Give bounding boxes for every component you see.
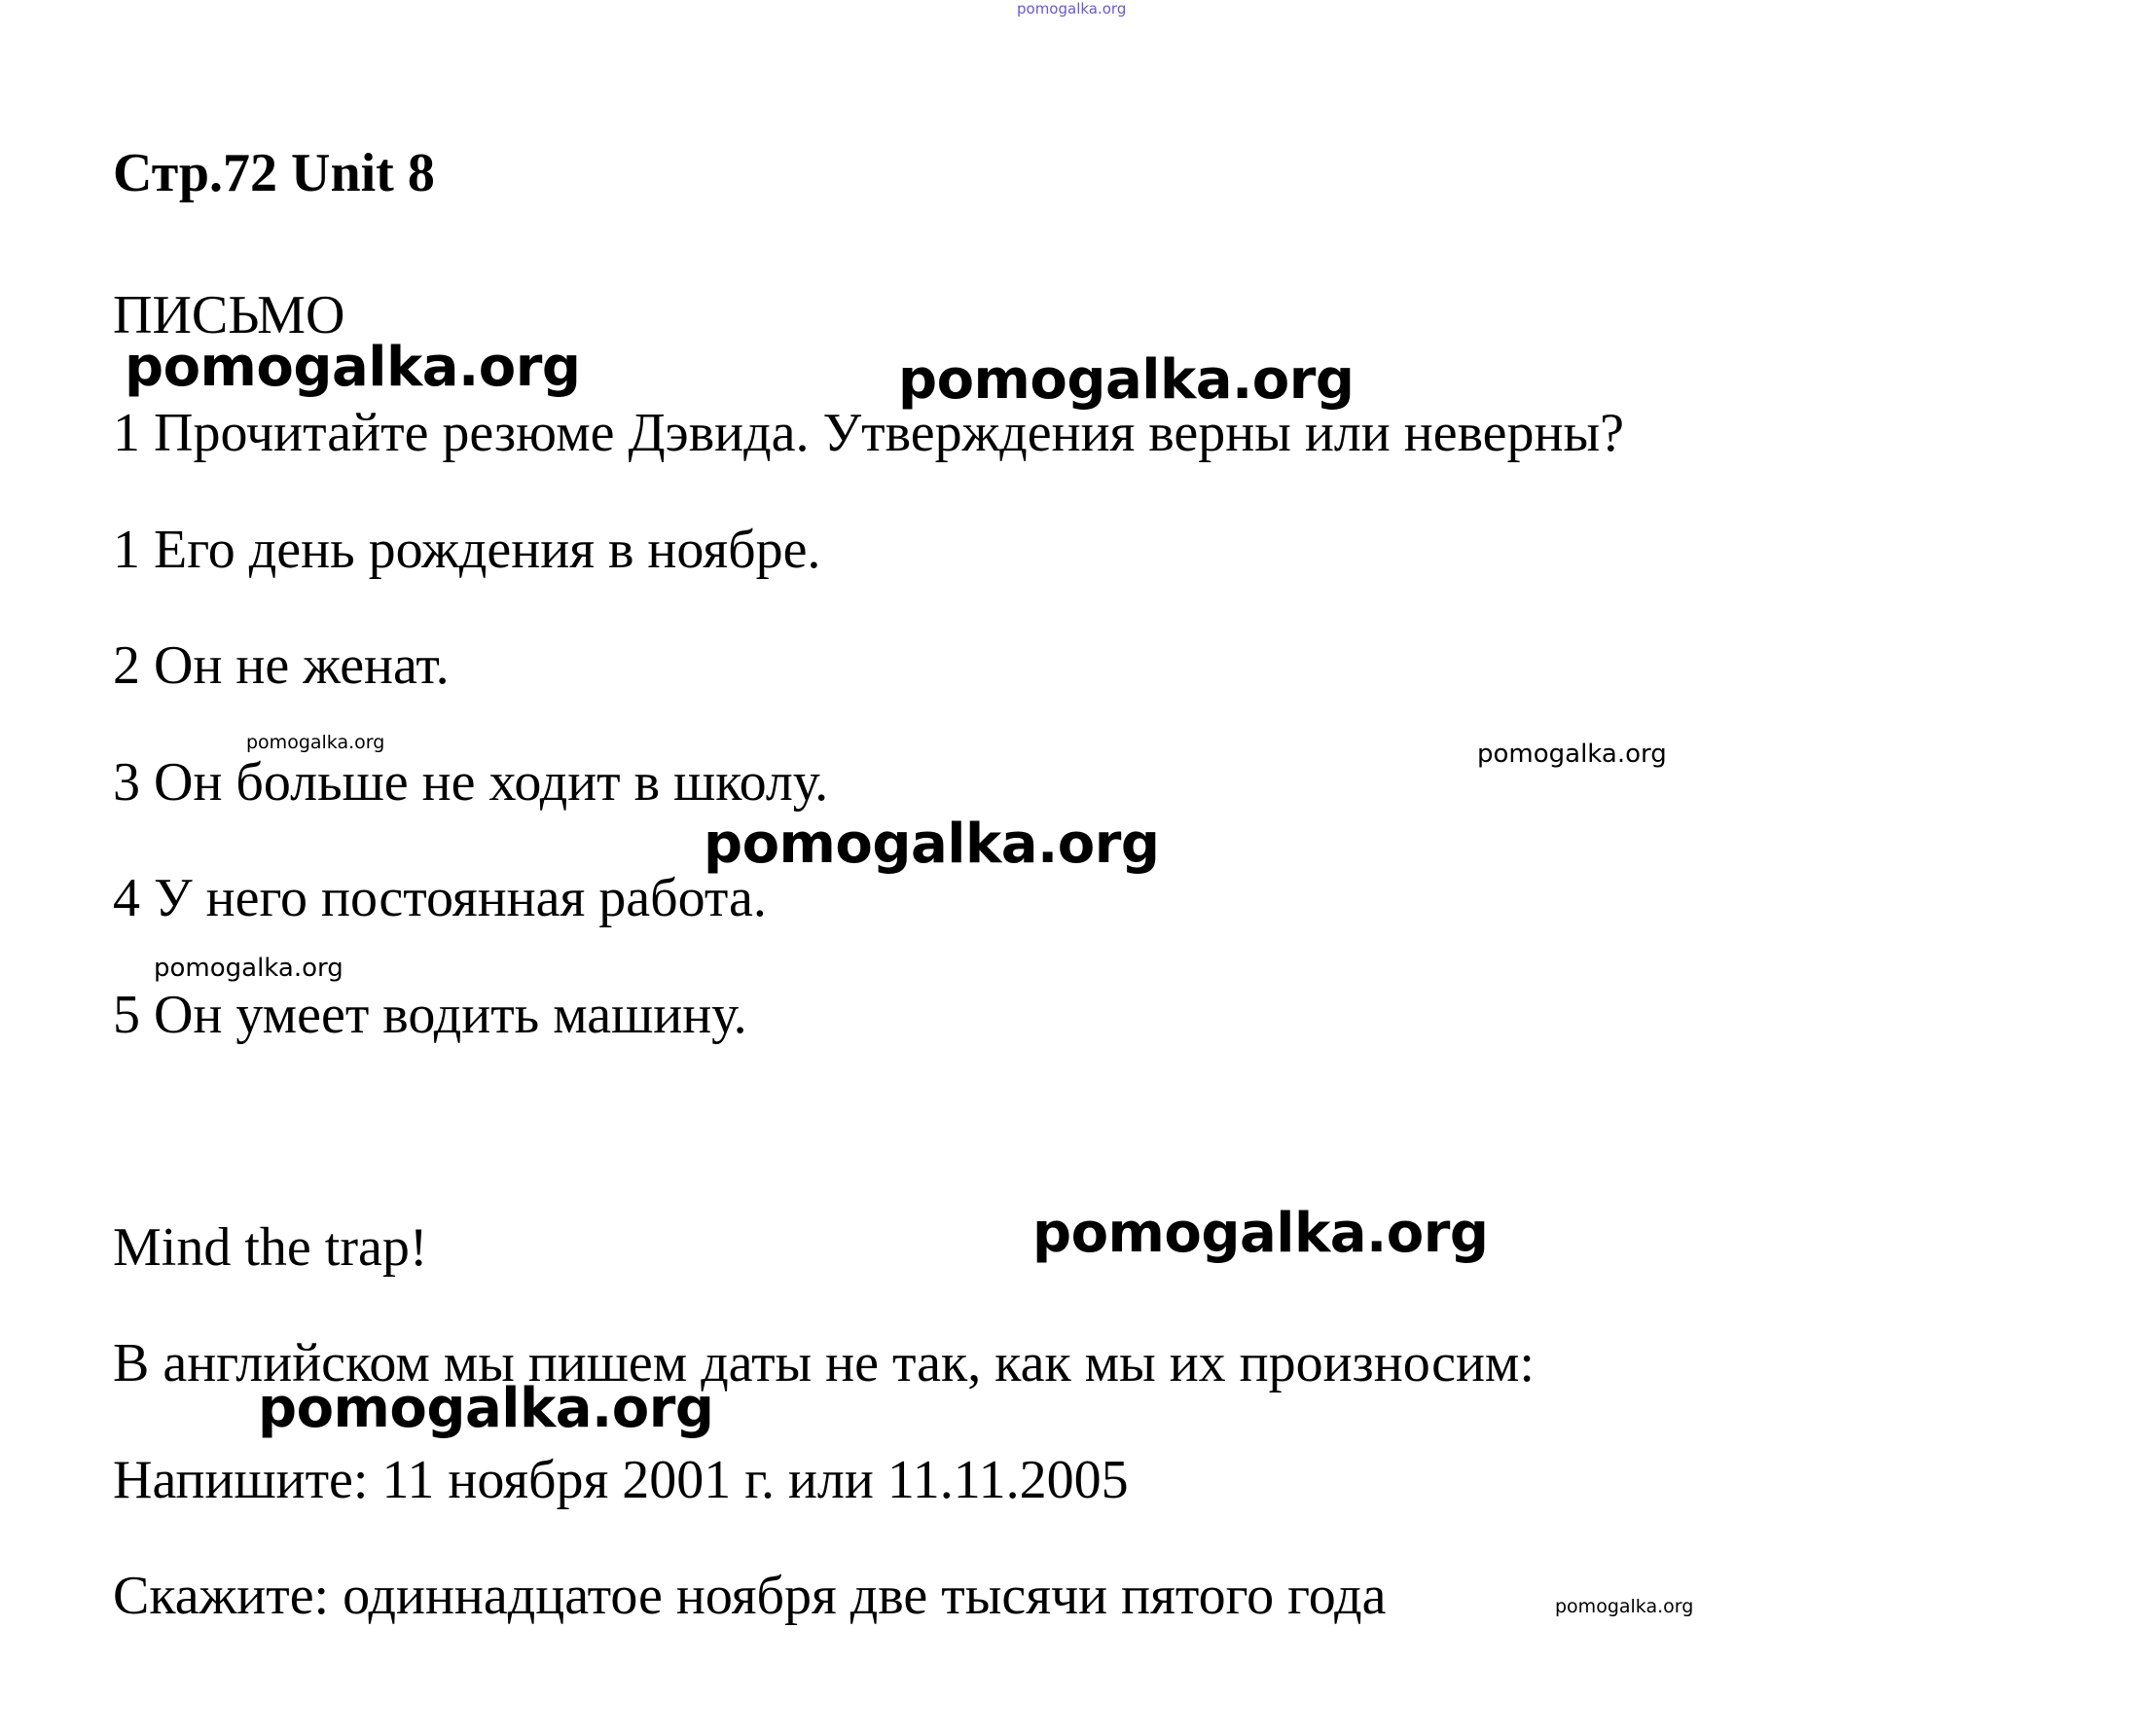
watermark: pomogalka.org bbox=[1555, 1596, 1694, 1617]
header-watermark: pomogalka.org bbox=[1017, 0, 1127, 18]
watermark: pomogalka.org bbox=[1477, 740, 1667, 769]
statement-2: 2 Он не женат. bbox=[113, 635, 450, 696]
statement-4: 4 У него постоянная работа. bbox=[113, 868, 767, 928]
mind-the-trap-heading: Mind the trap! bbox=[113, 1217, 428, 1278]
task-instruction: 1 Прочитайте резюме Дэвида. Утверждения верны или неверны? bbox=[113, 403, 1624, 463]
watermark: pomogalka.org bbox=[704, 813, 1160, 876]
say-example: Скажите: одиннадцатое ноября две тысячи пятого года bbox=[113, 1566, 1387, 1626]
watermark: pomogalka.org bbox=[125, 336, 581, 399]
watermark: pomogalka.org bbox=[246, 732, 385, 753]
write-example: Напишите: 11 ноября 2001 г. или 11.11.2005 bbox=[113, 1450, 1129, 1510]
watermark: pomogalka.org bbox=[258, 1377, 714, 1440]
page-title: Стр.72 Unit 8 bbox=[113, 143, 435, 203]
statement-1: 1 Его день рождения в ноябре. bbox=[113, 520, 821, 580]
watermark: pomogalka.org bbox=[898, 348, 1355, 412]
section-heading: ПИСЬМО bbox=[113, 285, 345, 345]
watermark: pomogalka.org bbox=[1032, 1202, 1489, 1265]
statement-5: 5 Он умеет водить машину. bbox=[113, 985, 747, 1045]
watermark: pomogalka.org bbox=[154, 954, 343, 983]
statement-3: 3 Он больше не ходит в школу. bbox=[113, 752, 829, 813]
dates-intro: В английском мы пишем даты не так, как мы их произносим: bbox=[113, 1333, 1535, 1393]
